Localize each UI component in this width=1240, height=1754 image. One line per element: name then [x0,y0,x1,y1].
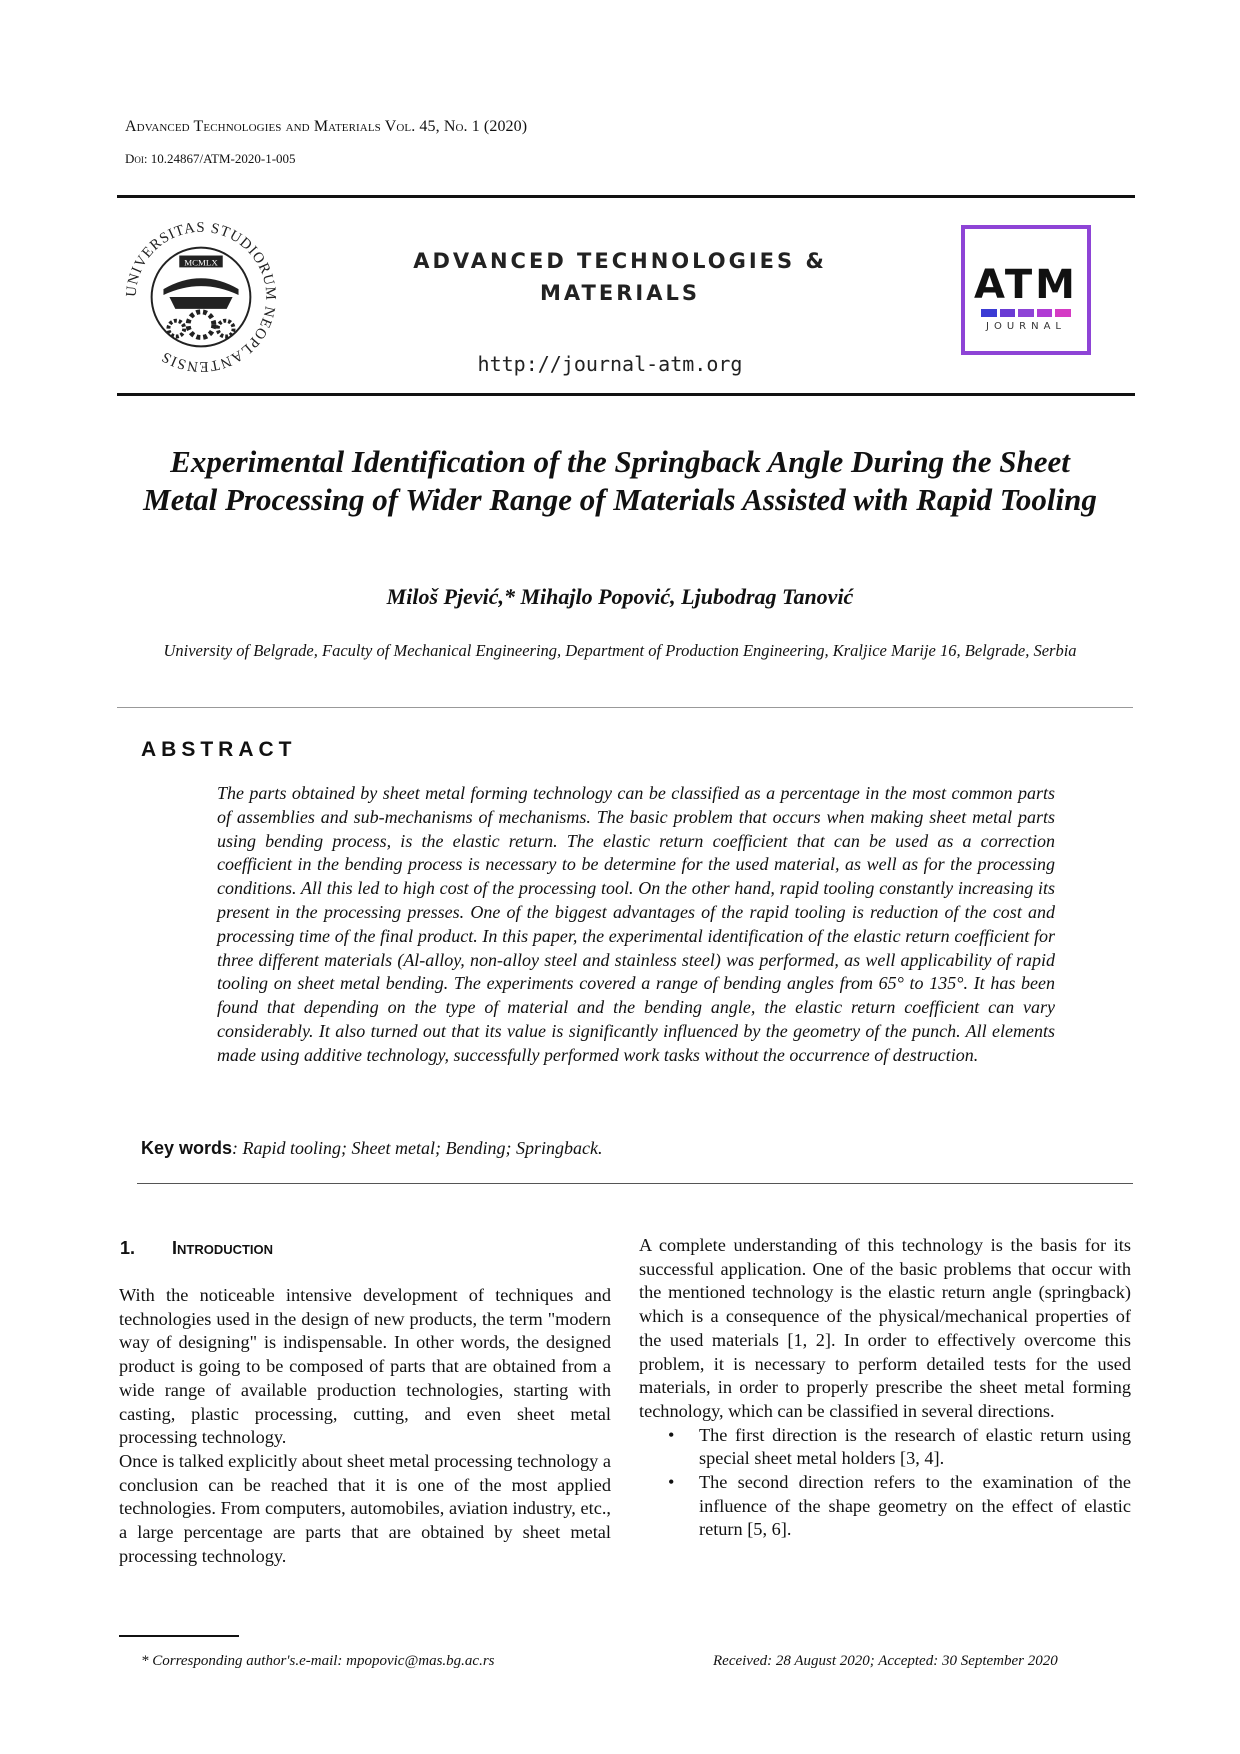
section-number: 1. [120,1238,136,1258]
section-title: Introduction [172,1238,274,1258]
journal-name-line1: ADVANCED TECHNOLOGIES & [413,249,827,273]
svg-text:UNIVERSITAS STUDIORUM NEOPLANT: UNIVERSITAS STUDIORUM NEOPLANTENSIS [123,219,279,375]
keywords-text: : Rapid tooling; Sheet metal; Bending; Springback. [232,1138,603,1158]
journal-name [360,245,880,309]
right-column [639,1234,1131,1542]
running-head: Advanced Technologies and Materials Vol. 45, No. 1 (2020) [125,118,528,135]
section-heading [120,1238,273,1259]
journal-url-link[interactable]: http://journal-atm.org [477,352,743,376]
intro-paragraph-2: Once is talked explicitly about sheet metal processing technology a conclusion can be reached that it is one of the most applied technologies. From computers, automobiles, aviation industry, etc., a large percentage are parts that are obtained by sheet metal processing technology. [119,1450,611,1566]
bullet-icon: • [668,1472,675,1493]
atm-logo-letters: ATM [974,262,1078,308]
abstract-bottom-rule [137,1183,1133,1184]
abstract-top-rule [117,707,1133,708]
received-dates: Received: 28 August 2020; Accepted: 30 September 2020 [713,1653,1058,1669]
abstract-text: The parts obtained by sheet metal forming technology can be classified as a percentage in the most common parts of assemblies and sub-mechanisms of mechanisms. The basic problem that occurs when making sheet metal parts using bending process, is the elastic return. The elastic return coefficient that can be used as a correction coefficient in the bending process is necessary to be determine for the used material, as well as for the processing conditions. All this led to high cost of the processing tool. On the other hand, rapid tooling constantly increasing its present in the processing presses. One of the biggest advantages of the rapid tooling is reduction of the cost and processing time of the final product. In this paper, the experimental identification of the elastic return coefficient for three different materials (Al-alloy, non-alloy steel and stainless steel) was performed, as well applicability of rapid tooling on sheet metal bending. The experiments covered a range of bending angles from 65° to 135°. It has been found that depending on the type of material and the bending angle, the elastic return coefficient can vary considerably. It also turned out that its value is significantly influenced by the geometry of the punch. All elements made using additive technology, successfully performed work tasks without the occurrence of destruction. [217,783,1055,1065]
atm-logo-color-bar [981,309,1071,317]
list-item-text: The second direction refers to the examination of the influence of the shape geometry on the effect of elastic return [5, 6]. [699,1472,1131,1540]
left-column [119,1284,611,1568]
article-affiliation: University of Belgrade, Faculty of Mechanical Engineering, Department of Production Engineering, Kraljice Marije 16, Belgrade, Serbia [163,641,1077,660]
keywords-label: Key words [141,1138,233,1158]
article-authors: Miloš Pjević,* Mihajlo Popović, Ljubodrag Tanović [386,584,854,609]
article-title: Experimental Identification of the Springback Angle During the Sheet Metal Processing of Wider Range of Materials Assisted with Rapid Tooling [143,444,1097,517]
intro-paragraph-1: With the noticeable intensive development of techniques and technologies used in the design of new products, the term "modern way of designing" is indispensable. In other words, the designed product is going to be composed of parts that are obtained from a wide range of available production technologies, starting with casting, plastic processing, cutting, and even sheet metal processing technology. [119,1285,611,1448]
svg-text:MCMLX: MCMLX [184,257,218,268]
banner-bottom-rule [117,393,1135,396]
journal-name-line2: MATERIALS [540,281,700,305]
intro-paragraph-3: A complete understanding of this technology is the basis for its successful application. One of the basic problems that occur with the mentioned technology is the elastic return angle (springback) which is a consequence of the physical/mechanical properties of the used materials [1, 2]. In order to effectively overcome this problem, it is necessary to perform detailed tests for the used materials, in order to properly prescribe the sheet metal forming technology, which can be classified in several directions. [639,1235,1131,1421]
bullet-icon: • [668,1424,675,1445]
atm-journal-logo [961,225,1091,355]
university-seal-logo [122,218,280,376]
corresponding-author-footnote: * Corresponding author's.e-mail: mpopovic@mas.bg.ac.rs [141,1653,495,1669]
keywords-line [141,1138,1041,1159]
list-item [639,1471,1131,1542]
list-item-text: The first direction is the research of elastic return using special sheet metal holders [3, 4]. [699,1424,1131,1469]
abstract-heading: ABSTRACT [141,738,297,761]
atm-logo-subtitle: JOURNAL [986,321,1066,332]
banner-top-rule [117,195,1135,198]
footnote-rule [119,1635,239,1637]
doi-line: Doi: 10.24867/ATM-2020-1-005 [125,151,296,166]
directions-list [639,1424,1131,1543]
list-item [639,1424,1131,1471]
